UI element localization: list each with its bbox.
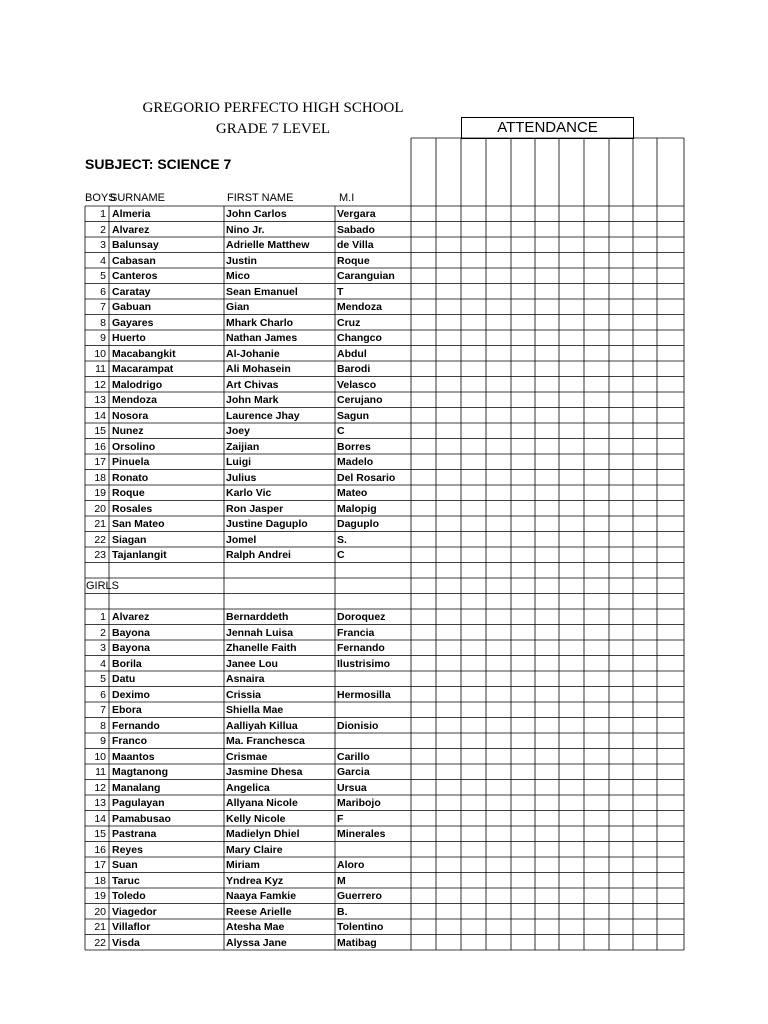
surname-header: SURNAME <box>110 192 166 204</box>
first-name-cell: Madielyn Dhiel <box>226 828 300 840</box>
surname-cell: Manalang <box>112 781 161 794</box>
first-name-cell: Aalliyah Killua <box>226 719 298 732</box>
first-name-cell: Jennah Luisa <box>226 626 294 639</box>
row-number: 16 <box>94 440 106 453</box>
mi-cell: Aloro <box>337 859 365 871</box>
mi-cell: F <box>337 812 344 825</box>
surname-cell: Gabuan <box>112 301 152 313</box>
subject-title: SUBJECT: SCIENCE 7 <box>85 156 232 172</box>
mi-cell: Sagun <box>337 409 370 422</box>
first-name-cell: Al-Johanie <box>226 347 280 360</box>
first-name-cell: Karlo Vic <box>226 487 272 499</box>
row-number: 3 <box>100 239 106 251</box>
surname-cell: Toledo <box>112 890 146 902</box>
surname-cell: Bayona <box>112 642 150 654</box>
mi-cell: B. <box>337 905 348 918</box>
first-name-cell: Mhark Charlo <box>226 316 294 329</box>
surname-cell: San Mateo <box>112 518 165 530</box>
row-number: 5 <box>100 673 106 685</box>
row-number: 22 <box>94 533 106 546</box>
mi-header: M.I <box>339 192 355 204</box>
first-name-cell: Allyana Nicole <box>226 797 298 809</box>
surname-cell: Rosales <box>112 502 153 515</box>
grade-level: GRADE 7 LEVEL <box>215 121 331 137</box>
mi-cell: Mateo <box>337 487 368 499</box>
mi-cell: Hermosilla <box>337 688 391 701</box>
mi-cell: Cerujano <box>337 394 383 406</box>
surname-cell: Ebora <box>112 704 142 716</box>
row-number: 12 <box>94 378 106 391</box>
mi-cell: Caranguian <box>337 270 395 282</box>
surname-cell: Roque <box>112 487 145 499</box>
row-number: 6 <box>100 285 106 298</box>
mi-cell: Maribojo <box>337 797 381 809</box>
mi-cell: Borres <box>337 440 371 453</box>
surname-cell: Magtanong <box>112 766 168 778</box>
first-name-cell: Art Chivas <box>226 378 279 391</box>
first-name-cell: Angelica <box>226 781 270 794</box>
row-number: 5 <box>100 270 106 282</box>
row-number: 15 <box>94 425 106 437</box>
mi-cell: Malopig <box>337 502 377 515</box>
first-name-cell: John Carlos <box>226 208 287 220</box>
school-name: GREGORIO PERFECTO HIGH SCHOOL <box>142 100 404 116</box>
surname-cell: Taruc <box>112 874 140 887</box>
mi-cell: M <box>337 874 346 887</box>
first-name-cell: Adrielle Matthew <box>226 239 310 251</box>
row-number: 2 <box>100 626 106 639</box>
surname-cell: Franco <box>112 735 148 747</box>
mi-cell: Abdul <box>337 347 367 360</box>
mi-cell: Sabado <box>337 223 375 236</box>
mi-cell: T <box>337 285 344 298</box>
surname-cell: Alvarez <box>112 611 150 623</box>
surname-cell: Ronato <box>112 471 149 484</box>
surname-cell: Huerto <box>112 332 146 344</box>
row-number: 12 <box>94 781 106 794</box>
row-number: 11 <box>95 363 106 375</box>
mi-cell: Del Rosario <box>337 471 396 484</box>
row-number: 19 <box>94 487 106 499</box>
surname-cell: Tajanlangit <box>112 549 167 561</box>
surname-cell: Almeria <box>112 208 151 220</box>
row-number: 21 <box>94 518 106 530</box>
first-name-cell: Crismae <box>226 750 268 763</box>
first-name-cell: Yndrea Kyz <box>226 874 284 887</box>
first-name-cell: Nathan James <box>226 332 298 344</box>
surname-cell: Canteros <box>112 270 158 282</box>
mi-cell: Vergara <box>337 208 376 220</box>
first-name-cell: Zaijian <box>226 440 260 453</box>
first-name-cell: Miriam <box>226 859 260 871</box>
row-number: 4 <box>100 657 106 670</box>
mi-cell: C <box>337 549 345 561</box>
mi-cell: Changco <box>337 332 382 344</box>
row-number: 3 <box>100 642 106 654</box>
mi-cell: Cruz <box>337 316 361 329</box>
mi-cell: Matibag <box>337 936 377 949</box>
mi-cell: Minerales <box>337 828 386 840</box>
mi-cell: Garcia <box>337 766 370 778</box>
row-number: 17 <box>94 456 106 468</box>
row-number: 15 <box>94 828 106 840</box>
first-name-cell: Ma. Franchesca <box>226 735 305 747</box>
mi-cell: C <box>337 425 345 437</box>
row-number: 17 <box>94 859 106 871</box>
first-name-cell: Ron Jasper <box>226 502 284 515</box>
first-name-cell: Shiella Mae <box>226 704 284 716</box>
mi-cell: Madelo <box>337 456 374 468</box>
surname-cell: Macarampat <box>112 363 174 375</box>
surname-cell: Borila <box>112 657 142 670</box>
surname-cell: Datu <box>112 673 136 685</box>
mi-cell: Barodi <box>337 363 371 375</box>
surname-cell: Viagedor <box>112 905 157 918</box>
attendance-header: ATTENDANCE <box>461 117 634 139</box>
row-number: 19 <box>94 890 106 902</box>
first-name-cell: Laurence Jhay <box>226 409 300 422</box>
mi-cell: Roque <box>337 254 370 267</box>
first-name-cell: Naaya Famkie <box>226 890 297 902</box>
row-number: 6 <box>100 688 106 701</box>
surname-cell: Caratay <box>112 285 151 298</box>
mi-cell: Doroquez <box>337 611 386 623</box>
first-name-cell: Reese Arielle <box>226 905 292 918</box>
girls-label: GIRLS <box>86 580 120 592</box>
row-number: 10 <box>94 750 106 763</box>
surname-cell: Fernando <box>112 719 160 732</box>
mi-cell: Ilustrisimo <box>337 657 391 670</box>
surname-cell: Malodrigo <box>112 378 163 391</box>
surname-cell: Suan <box>112 859 138 871</box>
row-number: 20 <box>94 502 106 515</box>
first-name-cell: Mico <box>226 270 250 282</box>
mi-cell: Francia <box>337 626 375 639</box>
mi-cell: Mendoza <box>337 301 382 313</box>
first-name-cell: Joey <box>226 425 250 437</box>
surname-cell: Macabangkit <box>112 347 176 360</box>
surname-cell: Orsolino <box>112 440 156 453</box>
surname-cell: Deximo <box>112 688 150 701</box>
first-name-cell: Crissia <box>226 688 262 701</box>
first-name-cell: Zhanelle Faith <box>226 642 297 654</box>
first-name-cell: Asnaira <box>226 673 265 685</box>
surname-cell: Mendoza <box>112 394 157 406</box>
first-name-cell: Jasmine Dhesa <box>226 766 303 778</box>
boys-header: BOYS <box>85 192 116 204</box>
row-number: 11 <box>95 766 106 778</box>
first-name-header: FIRST NAME <box>227 192 294 204</box>
first-name-cell: Kelly Nicole <box>226 812 286 825</box>
row-number: 8 <box>100 316 106 329</box>
first-name-cell: Justin <box>226 254 257 267</box>
row-number: 1 <box>100 208 106 220</box>
row-number: 8 <box>100 719 106 732</box>
first-name-cell: Sean Emanuel <box>226 285 298 298</box>
mi-cell: Velasco <box>337 378 377 391</box>
mi-cell: S. <box>337 533 347 546</box>
row-number: 7 <box>100 704 106 716</box>
row-number: 13 <box>94 394 106 406</box>
surname-cell: Visda <box>112 936 140 949</box>
row-number: 1 <box>100 611 106 623</box>
surname-cell: Pinuela <box>112 456 150 468</box>
mi-cell: Dionisio <box>337 719 379 732</box>
surname-cell: Pamabusao <box>112 812 171 825</box>
surname-cell: Reyes <box>112 843 143 856</box>
row-number: 10 <box>94 347 106 360</box>
row-number: 16 <box>94 843 106 856</box>
row-number: 7 <box>100 301 106 313</box>
mi-cell: Ursua <box>337 781 367 794</box>
surname-cell: Gayares <box>112 316 154 329</box>
mi-cell: Guerrero <box>337 890 382 902</box>
row-number: 22 <box>94 936 106 949</box>
row-number: 9 <box>100 332 106 344</box>
row-number: 2 <box>100 223 106 236</box>
surname-cell: Bayona <box>112 626 150 639</box>
row-number: 14 <box>94 409 106 422</box>
row-number: 4 <box>100 254 106 267</box>
surname-cell: Villaflor <box>112 921 151 933</box>
row-number: 18 <box>94 471 106 484</box>
row-number: 18 <box>94 874 106 887</box>
first-name-cell: Atesha Mae <box>226 921 285 933</box>
first-name-cell: Gian <box>226 301 250 313</box>
first-name-cell: Ali Mohasein <box>226 363 291 375</box>
surname-cell: Nosora <box>112 409 149 422</box>
first-name-cell: Bernarddeth <box>226 611 289 623</box>
first-name-cell: Luigi <box>226 456 252 468</box>
surname-cell: Balunsay <box>112 239 159 251</box>
mi-cell: Carillo <box>337 750 370 763</box>
first-name-cell: Janee Lou <box>226 657 278 670</box>
first-name-cell: Nino Jr. <box>226 223 265 236</box>
surname-cell: Cabasan <box>112 254 156 267</box>
mi-cell: Fernando <box>337 642 385 654</box>
row-number: 21 <box>94 921 106 933</box>
first-name-cell: Mary Claire <box>226 843 283 856</box>
surname-cell: Pagulayan <box>112 797 165 809</box>
first-name-cell: John Mark <box>226 394 279 406</box>
surname-cell: Pastrana <box>112 828 157 840</box>
first-name-cell: Julius <box>226 471 257 484</box>
mi-cell: Tolentino <box>337 921 384 933</box>
first-name-cell: Alyssa Jane <box>226 936 287 949</box>
mi-cell: Daguplo <box>337 518 379 530</box>
first-name-cell: Justine Daguplo <box>226 518 308 530</box>
row-number: 23 <box>94 549 106 561</box>
surname-cell: Maantos <box>112 750 155 763</box>
first-name-cell: Jomel <box>226 533 257 546</box>
surname-cell: Alvarez <box>112 223 150 236</box>
surname-cell: Siagan <box>112 533 147 546</box>
row-number: 14 <box>94 812 106 825</box>
surname-cell: Nunez <box>112 425 144 437</box>
row-number: 9 <box>100 735 106 747</box>
mi-cell: de Villa <box>337 239 374 251</box>
row-number: 20 <box>94 905 106 918</box>
first-name-cell: Ralph Andrei <box>226 549 291 561</box>
row-number: 13 <box>94 797 106 809</box>
